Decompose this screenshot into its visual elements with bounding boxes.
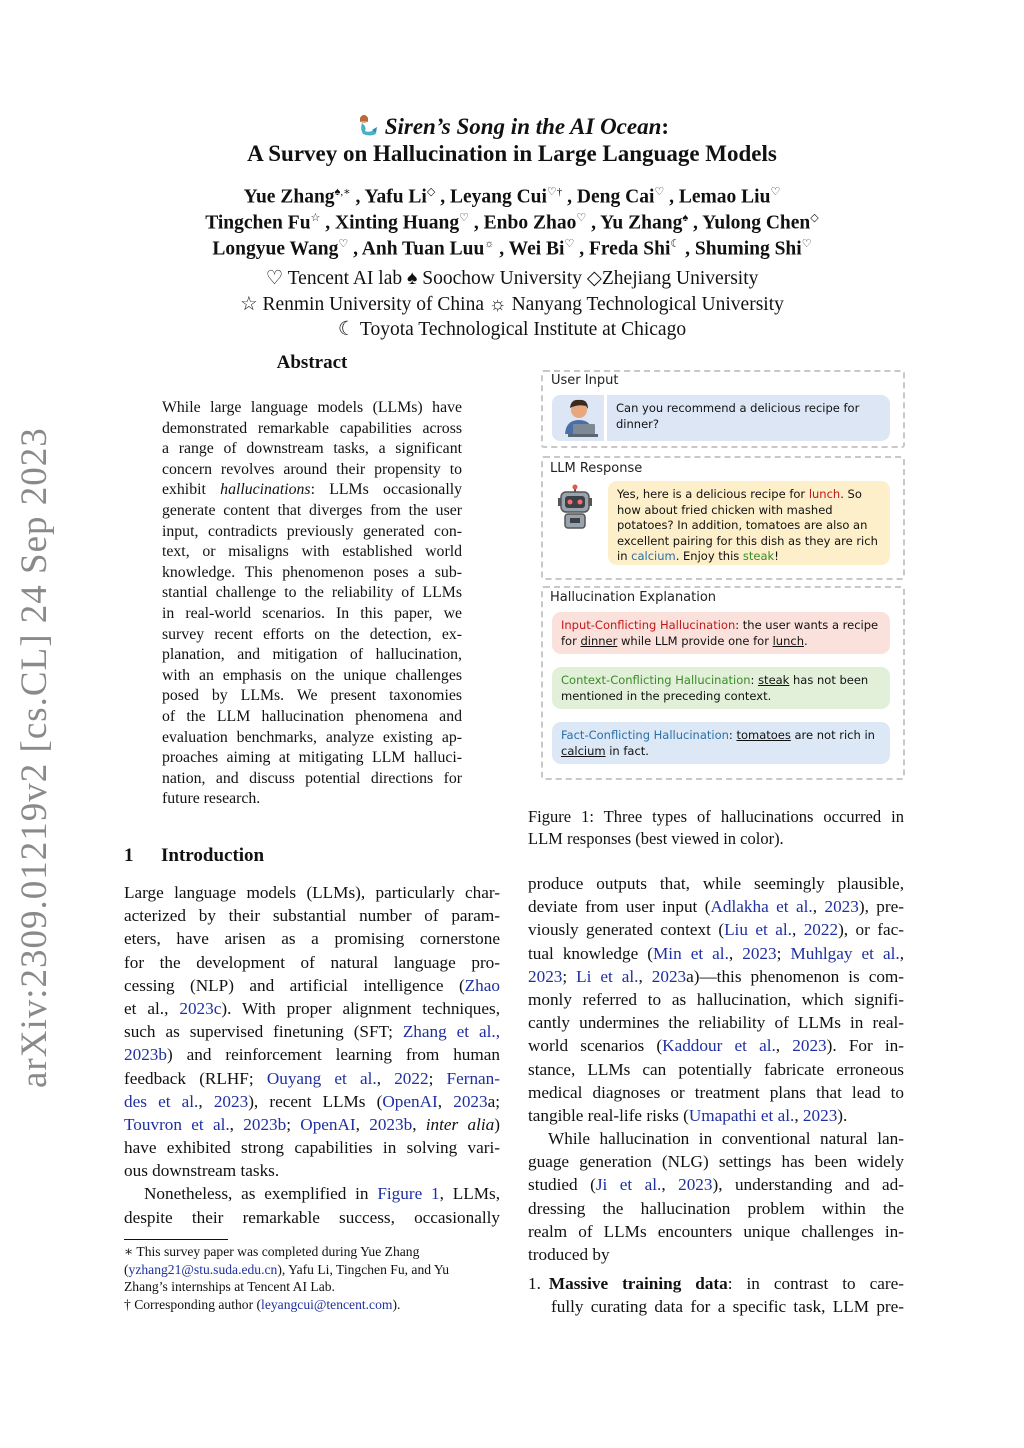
author-affiliation-mark: ♡	[564, 238, 575, 250]
body-line: medical diagnoses or treatment plans that lead to	[528, 1082, 904, 1102]
author-affiliation-mark: ♡	[770, 186, 781, 198]
response-calcium: calcium	[631, 549, 676, 563]
author-name: Xinting Huang	[335, 212, 460, 234]
authors-line3: Longyue Wang♡ , Anh Tuan Luu☼ , Wei Bi♡ , Freda Shi☾ , Shuming Shi♡	[212, 238, 812, 260]
body-line: deviate from user input (Adlakha et al., 2023), pre-	[528, 897, 904, 917]
footnote-line: Zhang’s internships at Tencent AI Lab.	[124, 1279, 335, 1294]
paper-title-line2: A Survey on Hallucination in Large Language Models	[247, 141, 777, 166]
list-item-line2: fully curating data for a specific task, LLM pre-	[551, 1297, 904, 1317]
response-lunch: lunch	[808, 487, 841, 501]
abstract-line: survey recent efforts on the detection, ex-	[162, 625, 462, 643]
response-text-4: !	[774, 549, 779, 563]
body-line: acterized by their substantial number of param-	[124, 906, 500, 926]
body-line: tangible real-life risks (Umapathi et al., 2023).	[528, 1105, 848, 1125]
abstract-line: knowledge. This phenomenon poses a sub-	[162, 563, 462, 581]
author-name: Anh Tuan Luu	[361, 238, 485, 260]
author-name: Wei Bi	[508, 238, 565, 260]
abstract-line: in real-world scenarios. In this paper, we	[162, 604, 462, 622]
abstract-line: of the LLM hallucination phenomena and	[162, 707, 462, 725]
author-affiliation-mark: ☼	[484, 238, 495, 250]
body-line: Large language models (LLMs), particularly char-	[124, 883, 500, 902]
input-conflict-end: .	[803, 633, 808, 648]
body-line: troduced by	[528, 1245, 610, 1264]
abstract-line: proaches aiming at mitigating LLM halluci-	[162, 749, 462, 767]
abstract-line: text, or misaligns with established world	[162, 543, 462, 561]
paper-title-line1	[120, 113, 904, 140]
user-avatar-icon	[558, 396, 600, 442]
input-conflict-box	[552, 612, 890, 654]
intro-left-column	[124, 881, 500, 1229]
input-conflict-dinner: dinner	[580, 633, 618, 648]
footnote-line: (yzhang21@stu.suda.edu.cn), Yafu Li, Tingchen Fu, and Yu	[124, 1261, 450, 1277]
author-name: Tingchen Fu	[205, 212, 311, 234]
body-line: dressing the hallucination problem within the	[528, 1198, 904, 1218]
context-conflict-type: Context-Conflicting Hallucination	[561, 673, 751, 687]
author-name: Yafu Li	[364, 186, 427, 208]
caption-line: Figure 1: Three types of hallucinations occurred in	[528, 807, 904, 826]
footnotes	[124, 1243, 500, 1313]
response-text-3: . Enjoy this	[675, 549, 743, 563]
robot-icon	[555, 484, 595, 534]
author-name: Leyang Cui	[449, 186, 547, 208]
abstract-line: evaluation benchmarks, analyze existing ap-	[162, 728, 462, 746]
list-number: 1.	[528, 1274, 541, 1293]
fact-conflict-end: in fact.	[605, 743, 649, 758]
abstract-line: planation, and mitigation of hallucination,	[162, 646, 462, 664]
body-line: viously generated context (Liu et al., 2022), or fac-	[528, 920, 904, 940]
arxiv-sidebar-stamp: arXiv:2309.01219v2 [cs.CL] 24 Sep 2023	[14, 427, 55, 1088]
context-conflict-sep: :	[750, 673, 759, 687]
author-affiliation-mark: ☆	[310, 212, 321, 224]
footnote-line: ∗ This survey paper was completed during Yue Zhang	[124, 1244, 420, 1259]
author-affiliation-mark: ♡	[459, 212, 470, 224]
response-text-1: Yes, here is a delicious recipe for	[617, 487, 809, 501]
body-line: eters, have arisen as a promising cornerstone	[124, 929, 500, 949]
abstract-line: demonstrated remarkable capabilities across	[162, 419, 462, 437]
author-affiliation-mark: ☾	[670, 238, 681, 250]
body-line: cantly undermines the reliability of LLMs in real-	[528, 1013, 904, 1033]
author-affiliation-mark: ♡	[654, 186, 665, 198]
fact-conflict-box	[552, 722, 890, 764]
list-bold-term: Massive training data	[548, 1274, 728, 1293]
explanation-label: Hallucination Explanation	[550, 590, 717, 605]
footnote-rule	[124, 1239, 228, 1240]
section-title: Introduction	[161, 845, 265, 866]
author-name: Yulong Chen	[702, 212, 811, 234]
author-name: Deng Cai	[576, 186, 655, 208]
body-line: Nonetheless, as exemplified in Figure 1, LLMs,	[144, 1184, 501, 1204]
body-line: studied (Ji et al., 2023), understanding and ad-	[528, 1175, 905, 1195]
body-line: 2023; Li et al., 2023a)—this phenomenon is com-	[528, 966, 905, 986]
caption-line: LLM responses (best viewed in color).	[528, 828, 784, 848]
body-line: such as supervised finetuning (SFT; Zhang et al.,	[124, 1022, 500, 1042]
author-name: Enbo Zhao	[483, 212, 577, 234]
context-conflict-steak: steak	[758, 673, 790, 687]
abstract-line: with an emphasis on the unique challenges	[162, 666, 462, 684]
body-line: world scenarios (Kaddour et al., 2023). For in-	[528, 1036, 905, 1056]
abstract-line: stantial challenge to the reliability of LLMs	[162, 584, 462, 602]
abstract-body	[162, 398, 462, 810]
user-input-label: User Input	[551, 373, 619, 388]
author-name: Longyue Wang	[212, 238, 339, 260]
list-text: : in contrast to care-	[727, 1274, 904, 1293]
author-name: Lemao Liu	[678, 186, 771, 208]
authors-line2: Tingchen Fu☆ , Xinting Huang♡ , Enbo Zhao♡ , Yu Zhang♠ , Yulong Chen◇	[205, 212, 819, 234]
abstract-line: input, contradicts previously generated con-	[162, 522, 462, 540]
title-colon: :	[661, 114, 670, 139]
author-affiliation-mark: ◇	[810, 212, 819, 224]
author-name: Shuming Shi	[694, 238, 802, 260]
list-item-line1	[528, 1272, 904, 1295]
abstract-heading: Abstract	[276, 352, 348, 373]
abstract-line: While large language models (LLMs) have	[162, 399, 462, 416]
author-affiliation-mark: ♠	[682, 212, 689, 224]
input-conflict-text: : the user wants a recipe for	[561, 618, 879, 648]
author-affiliation-mark: ♡	[338, 238, 349, 250]
author-affiliation-mark: ♡†	[546, 186, 563, 198]
body-line: feedback (RLHF; Ouyang et al., 2022; Fernan-	[124, 1068, 500, 1088]
mermaid-icon	[355, 113, 379, 137]
body-line: guage generation (NLG) settings has been widely	[528, 1152, 904, 1172]
body-line: 2023b) and reinforcement learning from human	[124, 1045, 500, 1065]
section-heading	[124, 845, 264, 867]
body-line: et al., 2023c). With proper alignment techniques,	[124, 998, 500, 1018]
section-number: 1	[124, 845, 134, 866]
fact-conflict-type: Fact-Conflicting Hallucination	[561, 728, 729, 742]
abstract-line: a range of downstream tasks, a significant	[162, 440, 462, 458]
body-line: have exhibited strong capabilities in solving vari-	[124, 1138, 500, 1158]
author-affiliation-mark: ♠,∗	[334, 186, 351, 198]
context-conflict-box	[552, 667, 890, 709]
affiliations-line1: ♡ Tencent AI lab ♠ Soochow University ◇Zhejiang University	[265, 268, 759, 289]
response-steak: steak	[742, 549, 775, 563]
body-line: While hallucination in conventional natural lan-	[548, 1129, 904, 1149]
body-line: monly referred to as hallucination, which signifi-	[528, 989, 904, 1009]
abstract-line: generate content that diverges from the user	[162, 501, 462, 519]
llm-response-label: LLM Response	[550, 461, 643, 476]
input-conflict-mid: while LLM provide one for	[617, 633, 773, 648]
footnote-line: † Corresponding author (leyangcui@tencent.com).	[124, 1296, 401, 1312]
author-name: Yu Zhang	[600, 212, 683, 234]
list-item-1	[528, 1272, 904, 1318]
intro-right-column	[528, 872, 904, 1266]
abstract-line: posed by LLMs. We present taxonomies	[162, 687, 462, 705]
figure-caption	[528, 806, 904, 849]
body-line: des et al., 2023), recent LLMs (OpenAI, 2023a;	[124, 1091, 500, 1111]
body-line: stance, LLMs can potentially fabricate erroneous	[528, 1059, 904, 1079]
context-conflict-text: has not been mentioned in the preceding context.	[561, 673, 869, 703]
body-line: produce outputs that, while seemingly plausible,	[528, 874, 904, 893]
body-line: despite their remarkable success, occasionally	[124, 1207, 500, 1227]
author-name: Yue Zhang	[243, 186, 335, 208]
abstract-line: concern revolves around their propensity to	[162, 460, 462, 478]
body-line: tual knowledge (Min et al., 2023; Muhlgay et al.,	[528, 943, 904, 963]
response-text-2: . So how about fried chicken with mashed potatoes? In addition, tomatoes are also an excellent pairing for this dish as they are rich in	[617, 487, 878, 563]
author-name: Freda Shi	[588, 238, 671, 260]
input-conflict-lunch: lunch	[772, 633, 804, 648]
body-line: ous downstream tasks.	[124, 1161, 280, 1181]
author-affiliation-mark: ◇	[426, 186, 436, 198]
abstract-line: future research.	[162, 790, 261, 808]
affiliations-line2: ☆ Renmin University of China ☼ Nanyang Technological University	[240, 294, 784, 315]
fact-conflict-calcium: calcium	[561, 743, 606, 758]
body-line: Touvron et al., 2023b; OpenAI, 2023b, inter alia)	[124, 1114, 500, 1134]
author-affiliation-mark: ♡	[576, 212, 587, 224]
llm-response-bubble	[608, 481, 890, 565]
fact-conflict-mid: are not rich in	[790, 728, 875, 742]
abstract-line: exhibit hallucinations: LLMs occasionally	[162, 481, 462, 499]
body-line: realm of LLMs encounters unique challenges in-	[528, 1221, 904, 1241]
affiliations-line3: ☾ Toyota Technological Institute at Chicago	[337, 319, 687, 340]
title-main: Siren’s Song in the AI Ocean	[384, 114, 662, 139]
user-question-bubble: Can you recommend a delicious recipe for dinner?	[607, 395, 890, 441]
input-conflict-type: Input-Conflicting Hallucination	[561, 618, 736, 632]
abstract-line: nation, and discuss potential directions for	[162, 769, 462, 787]
body-line: for the development of natural language pro-	[124, 952, 500, 972]
body-line: cessing (NLP) and artificial intelligence (Zhao	[124, 975, 500, 995]
fact-conflict-tomatoes: tomatoes	[736, 728, 791, 742]
authors-line1: Yue Zhang♠,∗ , Yafu Li◇ , Leyang Cui♡† , Deng Cai♡ , Lemao Liu♡	[243, 186, 781, 208]
fact-conflict-sep: :	[728, 728, 737, 742]
author-affiliation-mark: ♡	[801, 238, 812, 250]
